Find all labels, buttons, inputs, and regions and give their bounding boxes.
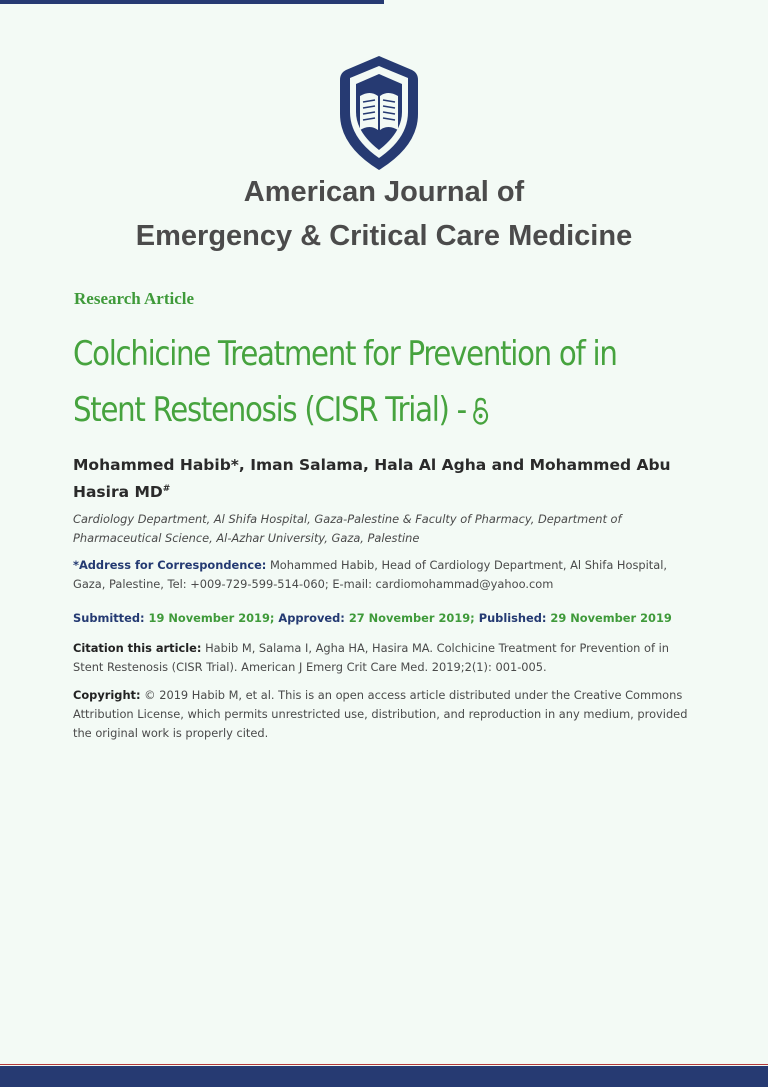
journal-title-line1: American Journal of [243,176,525,208]
authors-line2-wrap [73,477,713,504]
top-accent-bar [0,0,384,4]
author-list [73,453,713,504]
open-access-lock-icon[interactable] [471,397,490,425]
authors-line1: Mohammed Habib*, Iman Salama, Hala Al Agha and Mohammed Abu [73,456,671,474]
article-title-line2: Stent Restenosis (CISR Trial) - [73,390,466,430]
author-footnote-mark: # [162,484,171,494]
bottom-accent-bar [0,1066,768,1087]
journal-logo-icon [332,54,426,172]
article-title [73,326,623,438]
approved-label: Approved: [274,611,345,625]
submitted-label: Submitted: [73,611,145,625]
correspondence-label: *Address for Correspondence: [73,558,267,572]
published-date: 29 November 2019 [546,611,672,625]
copyright-label: Copyright: [73,688,141,702]
bottom-divider [0,1064,768,1065]
article-title-line2-wrap [73,382,623,438]
approved-date: 27 November 2019; [344,611,475,625]
correspondence-block [73,556,698,594]
citation-text: Habib M, Salama I, Agha HA, Hasira MA. Colchicine Treatment for Prevention of in Stent Restenosis (CISR Trial). American J Emerg Crit Care Med. 2019;2(1): 001-005. [73,641,669,674]
journal-title-line2: Emergency & Critical Care Medicine [135,220,633,252]
article-title-line1: Colchicine Treatment for Prevention of in [73,334,617,374]
citation-label: Citation this article: [73,641,202,655]
correspondence-text: Mohammed Habib, Head of Cardiology Department, Al Shifa Hospital, Gaza, Palestine, Tel: +009-729-599-514-060; E-mail: cardiomohammad@yahoo.com [73,558,668,591]
affiliation: Cardiology Department, Al Shifa Hospital, Gaza-Palestine & Faculty of Pharmacy, Department of Pharmaceutical Science, Al-Azhar University, Gaza, Palestine [73,512,622,545]
published-label: Published: [474,611,547,625]
publication-dates [73,609,698,628]
citation-block [73,639,698,677]
authors-line2: Hasira MD [73,483,163,502]
submitted-date: 19 November 2019; [144,611,275,625]
article-type-label: Research Article [74,289,195,308]
copyright-block [73,686,698,743]
copyright-text: © 2019 Habib M, et al. This is an open access article distributed under the Creative Commons Attribution License, which permits unrestricted use, distribution, and reproduction in any medium, provided the original work is properly cited. [73,688,688,740]
